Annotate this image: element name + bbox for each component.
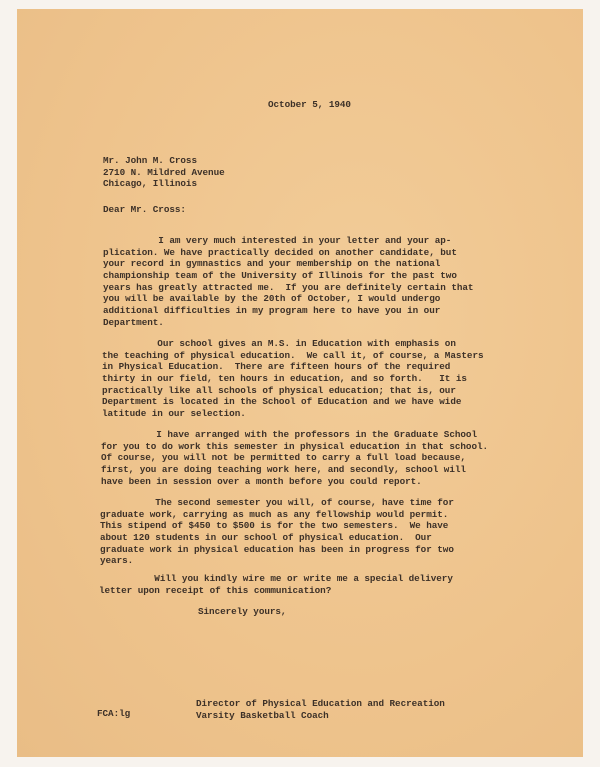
paragraph-1 <box>103 235 473 329</box>
text-line: your record in gymnastics and your membership on the national <box>103 258 441 270</box>
text-line: the teaching of physical education. We call it, of course, a Masters <box>102 349 484 361</box>
signature-title: Director of Physical Education and Recreation <box>196 698 445 709</box>
text-line: championship team of the University of Illinois for the past two <box>103 270 457 282</box>
paragraph-5 <box>99 573 453 596</box>
text-line: letter upon receipt of this communication? <box>99 584 332 596</box>
paragraph-3 <box>101 429 488 487</box>
recipient-street: 2710 N. Mildred Avenue <box>103 166 225 178</box>
text-line: for you to do work this semester in physical education in that school. <box>101 440 489 452</box>
text-line: latitude in our selection. <box>102 408 246 420</box>
text-line: thirty in our field, ten hours in education, and so forth. It is <box>102 373 467 385</box>
text-line: years. <box>100 555 134 567</box>
text-line: This stipend of $450 to $500 is for the two semesters. We have <box>100 520 449 532</box>
text-line: you will be available by the 20th of October, I would undergo <box>103 293 441 305</box>
recipient-address <box>103 155 225 190</box>
text-line: graduate work in physical education has been in progress for two <box>100 543 454 555</box>
text-line: about 120 students in our school of physical education. Our <box>100 532 432 544</box>
letter-date: October 5, 1940 <box>268 99 351 110</box>
recipient-name: Mr. John M. Cross <box>103 155 197 166</box>
text-line: I have arranged with the professors in the Graduate School <box>101 429 477 440</box>
text-line: Of course, you will not be permitted to carry a full load because, <box>101 452 466 464</box>
text-line: Our school gives an M.S. in Education with emphasis on <box>102 338 456 349</box>
text-line: graduate work, carrying as much as any fellowship would permit. <box>100 508 449 520</box>
recipient-city: Chicago, Illinois <box>103 178 197 190</box>
text-line: The second semester you will, of course, have time for <box>100 497 454 508</box>
closing: Sincerely yours, <box>198 606 287 617</box>
text-line: first, you are doing teaching work here, and secondly, school will <box>101 464 466 476</box>
salutation: Dear Mr. Cross: <box>103 204 186 215</box>
text-line: in Physical Education. There are fifteen hours of the required <box>102 361 451 373</box>
text-line: additional difficulties in my program here to have you in our <box>103 305 441 317</box>
text-line: Department. <box>103 316 164 328</box>
text-line: Will you kindly wire me or write me a special delivery <box>99 573 453 584</box>
typist-initials: FCA:lg <box>97 708 131 719</box>
signature-subtitle: Varsity Basketball Coach <box>196 709 329 721</box>
text-line: plication. We have practically decided on another candidate, but <box>103 246 457 258</box>
text-line: I am very much interested in your letter and your ap- <box>103 235 452 246</box>
paragraph-2 <box>102 338 484 420</box>
text-line: have been in session over a month before you could report. <box>101 475 422 487</box>
text-line: years has greatly attracted me. If you are definitely certain that <box>103 281 474 293</box>
paragraph-4 <box>100 497 454 567</box>
signature-block <box>196 698 445 721</box>
text-line: Department is located in the School of Education and we have wide <box>102 396 462 408</box>
text-line: practically like all schools of physical education; that is, our <box>102 384 456 396</box>
